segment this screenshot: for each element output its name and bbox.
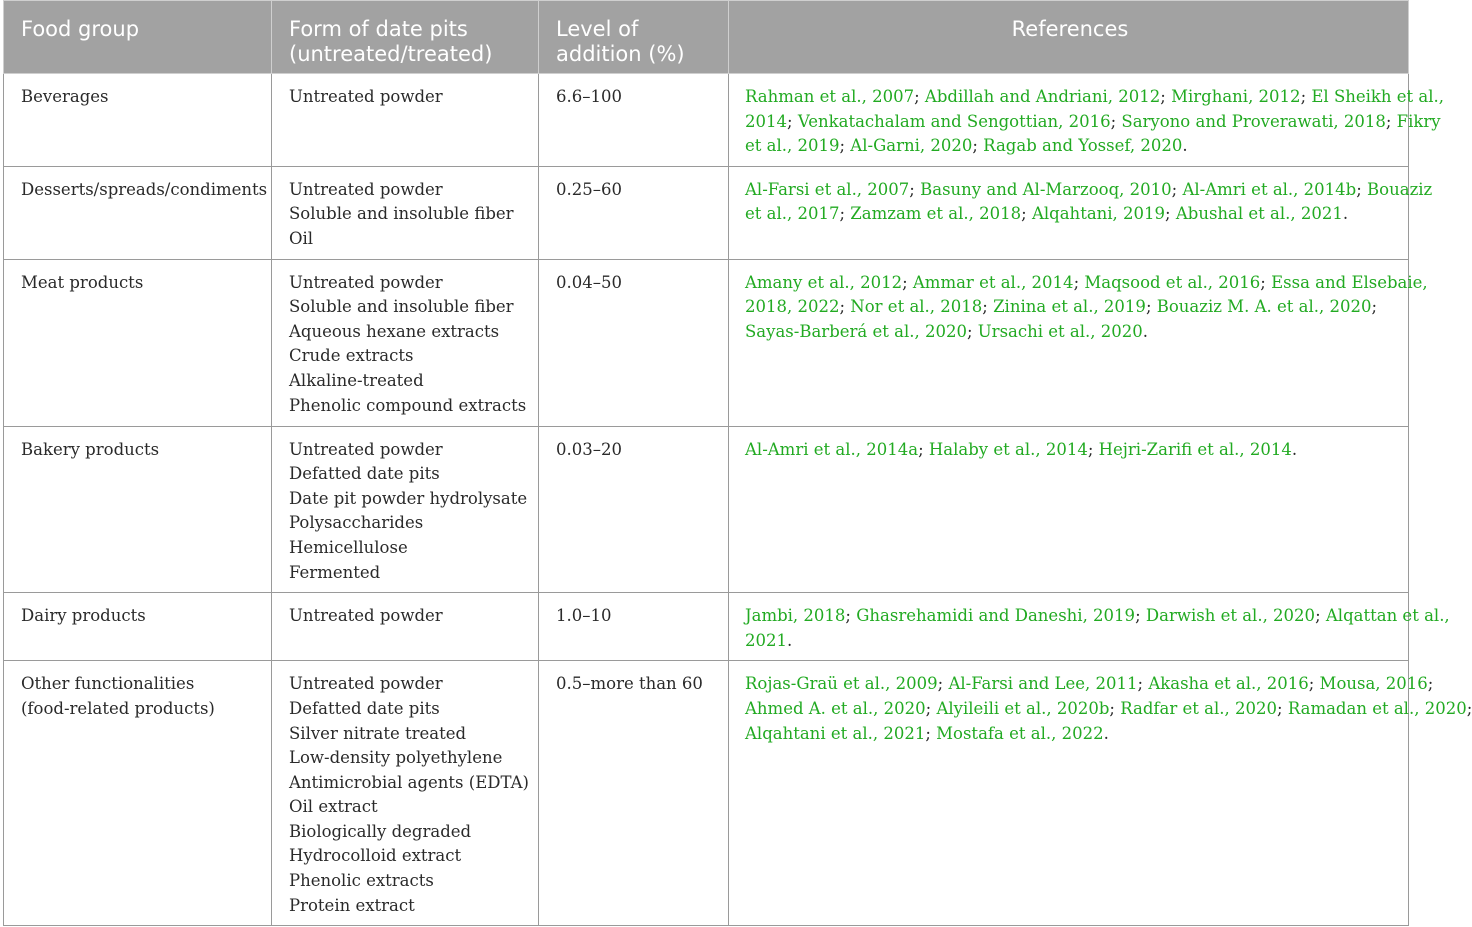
references-cell: Amany et al., 2012; Ammar et al., 2014; Maqsood et al., 2016; Essa and Elsebaie, 2018, 2022; Nor et al., 2018; Zinina et al., 2019; Bouaziz M. A. et al., 2020; Sayas-Barberá et al., 2020; Ursachi et al., 2020. (729, 259, 1409, 426)
food-group-cell (4, 259, 272, 426)
form-item: Aqueous hexane extracts (289, 321, 500, 341)
table-row (4, 259, 1409, 426)
form-item: Untreated powder (289, 272, 443, 292)
form-cell (272, 426, 539, 593)
header-references: References (729, 1, 1409, 74)
reference-link[interactable]: Alqahtani et al., 2021 (745, 723, 926, 743)
reference-link[interactable]: Bouaziz (1367, 179, 1433, 199)
food-group-text: Desserts/spreads/condiments (21, 179, 268, 199)
reference-link[interactable]: Alyileili et al., 2020b (936, 698, 1110, 718)
form-cell (272, 593, 539, 661)
form-item: Biologically degraded (289, 821, 472, 841)
references-cell: Rahman et al., 2007; Abdillah and Andriani, 2012; Mirghani, 2012; El Sheikh et al., 2014; Venkatachalam and Sengottian, 2016; Saryono and Proverawati, 2018; Fikry et al., 2019; Al-Garni, 2020; Ragab and Yossef, 2020. (729, 74, 1409, 167)
reference-link[interactable]: Jambi, 2018 (745, 606, 846, 626)
date-pits-table (3, 0, 1472, 926)
reference-link[interactable]: Halaby et al., 2014 (928, 439, 1088, 459)
reference-link[interactable]: Mirghani, 2012 (1171, 87, 1301, 106)
form-item: Antimicrobial agents (EDTA) (289, 772, 529, 792)
form-item: Alkaline-treated (289, 370, 424, 390)
form-item: Crude extracts (289, 346, 414, 366)
reference-link[interactable]: Rojas-Graü et al., 2009 (745, 674, 938, 694)
form-item: Phenolic compound extracts (289, 395, 527, 415)
reference-link[interactable]: Ramadan et al., 2020 (1287, 698, 1467, 718)
form-item: Low-density polyethylene (289, 748, 503, 768)
table-row (4, 426, 1409, 593)
table-row (4, 166, 1409, 259)
food-group-text: (food-related products) (21, 698, 215, 718)
level-cell: 1.0–10 (539, 593, 729, 661)
food-group-text: Meat products (21, 272, 144, 292)
form-cell (272, 74, 539, 167)
form-item: Date pit powder hydrolysate (289, 488, 528, 508)
form-item: Defatted date pits (289, 698, 440, 718)
references-cell: Jambi, 2018; Ghasrehamidi and Daneshi, 2019; Darwish et al., 2020; Alqattan et al., 2021. (729, 593, 1409, 661)
form-item: Polysaccharides (289, 513, 424, 533)
header-level: Level of addition (%) (539, 1, 729, 74)
reference-link[interactable]: Essa and Elsebaie, (1271, 272, 1428, 292)
reference-link[interactable]: Zinina et al., 2019 (993, 297, 1146, 317)
reference-link[interactable]: El Sheikh et al., (1311, 87, 1445, 106)
form-item: Soluble and insoluble fiber (289, 297, 514, 317)
food-group-text: Other functionalities (21, 674, 195, 694)
food-group-text: Dairy products (21, 606, 146, 626)
reference-link[interactable]: Nor et al., 2018 (850, 297, 983, 317)
reference-link[interactable]: Alqattan et al., (1325, 606, 1450, 626)
table-row (4, 661, 1409, 926)
table-row (4, 593, 1409, 661)
reference-link[interactable]: Basuny and Al-Marzooq, 2010 (920, 179, 1172, 199)
reference-link[interactable]: Mostafa et al., 2022 (936, 723, 1104, 743)
form-item: Untreated powder (289, 87, 443, 106)
reference-link[interactable]: Akasha et al., 2016 (1148, 674, 1309, 694)
food-group-cell (4, 593, 272, 661)
reference-link[interactable]: Bouaziz M. A. et al., 2020 (1156, 297, 1372, 317)
food-group-cell (4, 661, 272, 926)
reference-link[interactable]: Maqsood et al., 2016 (1084, 272, 1261, 292)
table-header (4, 1, 1409, 74)
form-item: Silver nitrate treated (289, 723, 467, 743)
reference-link[interactable]: Mousa, 2016 (1319, 674, 1428, 694)
references-cell: Al-Amri et al., 2014a; Halaby et al., 2014; Hejri-Zarifi et al., 2014. (729, 426, 1409, 593)
table-row (4, 74, 1409, 167)
references-cell: Al-Farsi et al., 2007; Basuny and Al-Marzooq, 2010; Al-Amri et al., 2014b; Bouaziz et al., 2017; Zamzam et al., 2018; Alqahtani, 2019; Abushal et al., 2021. (729, 166, 1409, 259)
form-item: Phenolic extracts (289, 871, 434, 891)
reference-link[interactable]: Darwish et al., 2020 (1145, 606, 1316, 626)
reference-link[interactable]: 2021 (745, 630, 787, 650)
reference-link[interactable]: Abushal et al., 2021 (1175, 204, 1343, 224)
form-item: Untreated powder (289, 606, 443, 626)
food-group-text: Beverages (21, 87, 109, 106)
form-item: Untreated powder (289, 439, 443, 459)
header-form: Form of date pits (untreated/treated) (272, 1, 539, 74)
form-item: Untreated powder (289, 674, 443, 694)
reference-link[interactable]: Ammar et al., 2014 (912, 272, 1074, 292)
form-item: Untreated powder (289, 179, 443, 199)
reference-link[interactable]: et al., 2017 (745, 204, 840, 224)
reference-link[interactable]: Saryono and Proverawati, 2018 (1121, 111, 1386, 131)
reference-link[interactable]: Al-Amri et al., 2014a (745, 439, 919, 459)
reference-link[interactable]: Sayas-Barberá et al., 2020 (745, 321, 967, 341)
food-group-text: Bakery products (21, 439, 160, 459)
reference-link[interactable]: Amany et al., 2012 (745, 272, 903, 292)
reference-link[interactable]: Al-Garni, 2020 (850, 136, 973, 156)
form-item: Fermented (289, 562, 381, 582)
level-cell: 0.04–50 (539, 259, 729, 426)
level-cell: 0.25–60 (539, 166, 729, 259)
food-group-cell (4, 166, 272, 259)
form-item: Hydrocolloid extract (289, 846, 462, 866)
level-cell: 6.6–100 (539, 74, 729, 167)
reference-link[interactable]: Radfar et al., 2020 (1120, 698, 1277, 718)
level-cell: 0.03–20 (539, 426, 729, 593)
form-cell (272, 661, 539, 926)
references-cell: Rojas-Graü et al., 2009; Al-Farsi and Lee, 2011; Akasha et al., 2016; Mousa, 2016; Ahmed A. et al., 2020; Alyileili et al., 2020b; Radfar et al., 2020; Ramadan et al., 2020; Alqahtani et al., 2021; Mostafa et al., 2022. (729, 661, 1409, 926)
reference-link[interactable]: Hejri-Zarifi et al., 2014 (1098, 439, 1292, 459)
reference-link[interactable]: Al-Amri et al., 2014b (1182, 179, 1357, 199)
reference-link[interactable]: Al-Farsi et al., 2007 (745, 179, 910, 199)
reference-link[interactable]: Ragab and Yossef, 2020 (983, 136, 1183, 156)
reference-link[interactable]: Rahman et al., 2007 (745, 87, 915, 106)
reference-link[interactable]: 2018, 2022 (745, 297, 840, 317)
food-group-cell (4, 74, 272, 167)
reference-link[interactable]: Fikry (1396, 111, 1441, 131)
reference-link[interactable]: Abdillah and Andriani, 2012 (924, 87, 1161, 106)
reference-link[interactable]: Ursachi et al., 2020 (977, 321, 1143, 341)
reference-link[interactable]: Al-Farsi and Lee, 2011 (948, 674, 1138, 694)
reference-link[interactable]: Venkatachalam and Sengottian, 2016 (797, 111, 1111, 131)
reference-link[interactable]: 2014 (745, 111, 787, 131)
food-group-cell (4, 426, 272, 593)
table-body (4, 74, 1472, 926)
level-cell: 0.5–more than 60 (539, 661, 729, 926)
reference-link[interactable]: et al., 2019 (745, 136, 840, 156)
reference-link[interactable]: Ahmed A. et al., 2020 (745, 698, 926, 718)
reference-link[interactable]: Ghasrehamidi and Daneshi, 2019 (856, 606, 1136, 626)
header-food-group: Food group (4, 1, 272, 74)
reference-link[interactable]: Alqahtani, 2019 (1031, 204, 1166, 224)
reference-link[interactable]: Zamzam et al., 2018 (850, 204, 1022, 224)
form-item: Soluble and insoluble fiber (289, 204, 514, 224)
form-item: Defatted date pits (289, 464, 440, 484)
form-item: Oil (289, 228, 314, 248)
form-cell (272, 259, 539, 426)
form-item: Protein extract (289, 895, 415, 915)
form-cell (272, 166, 539, 259)
form-item: Oil extract (289, 797, 378, 817)
form-item: Hemicellulose (289, 537, 408, 557)
